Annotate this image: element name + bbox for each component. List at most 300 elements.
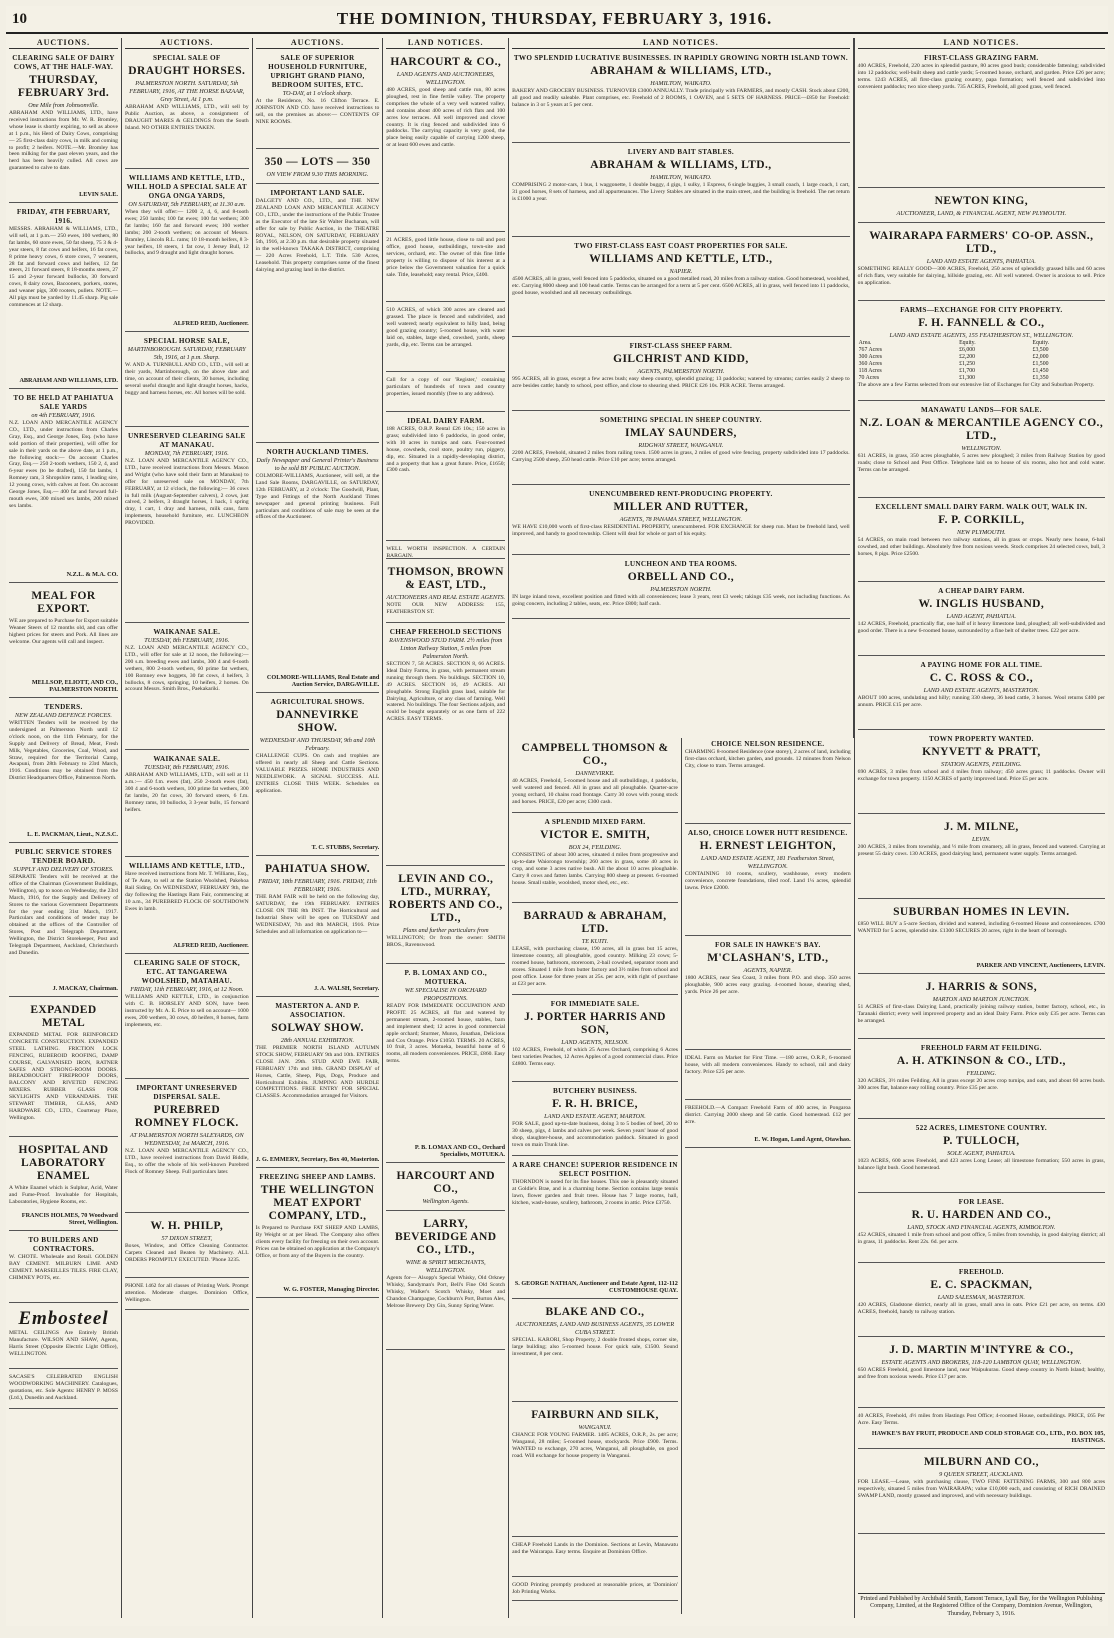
advertisement (386, 305, 505, 372)
ad-subheading: SUPPLY AND DELIVERY OF STORES. (13, 866, 114, 873)
ad-body-text: THE RAM FAIR will be held on the following day, SATURDAY, the 19th FEBRUARY. ENTRIES CLOSE ON THE 8th INST. The Horticultural and Industrial Show will be open on TUESDAY and WEDNESDAY, 7th and 8th MARCH, 1916. Prize Schedules and all information on application to— (255, 894, 380, 935)
ad-heading: IMPORTANT LAND SALE. (270, 189, 365, 197)
advertisement (256, 1171, 380, 1298)
ad-heading: IMPORTANT UNRESERVED DISPERSAL SALE. (136, 1084, 238, 1101)
ad-logo: Embosteel (18, 1308, 109, 1329)
advertisement (858, 1042, 1105, 1119)
ad-display-line: J. D. MARTIN M'INTYRE & CO., (889, 1344, 1074, 1356)
ad-body-text: SEPARATE Tenders will be received at the office of the Chairman (Government Buildings, Wellington), up to noon on Wednesday, the 23rd March, 1916, for the Supply and Delivery of Stores to the various Government Departments for the year ending 31st March, 1917. Particulars and conditions of tender may be obtained at the offices of the Controller of Stores, Post and Telegraph Department, Wellington, the District Storekeeper, Post and Telegraph Department, Auckland, Christchurch and Dunedin. (9, 874, 118, 956)
ad-signature: ABRAHAM AND WILLIAMS, LTD. (19, 377, 118, 384)
ad-signature: FRANCIS HOLMES, 70 Woodward Street, Wellington. (21, 1212, 118, 1226)
ad-body-text: 690 ACRES, 3 miles from school and 4 miles from railway; 450 acres grass; 11 paddocks. Owner will exchange for town property. 1150 ACRES of partly improved land. Price £5 per acre. (857, 769, 1106, 782)
ad-signature: J. A. WALSH, Secretary. (314, 985, 380, 992)
advertisement (858, 1266, 1105, 1337)
ad-heading: WILLIAMS AND KETTLE, LTD., (128, 862, 245, 870)
table-cell: Area. (858, 340, 872, 346)
table-cell: £2,000 (1032, 354, 1049, 360)
ad-heading: FARMS—EXCHANGE FOR CITY PROPERTY. (900, 306, 1063, 314)
ad-subheading: LAND, STOCK AND FINANCIAL AGENTS, KIMBOLTON. (907, 1224, 1056, 1231)
ad-subheading: AUCTIONEERS, LAND AND BUSINESS AGENTS, 35 LOWER CUBA STREET. (515, 1321, 675, 1336)
ad-heading: UNRESERVED CLEARING SALE AT MANAKAU. (128, 432, 246, 449)
ad-display-line: DRAUGHT HORSES. (128, 65, 246, 77)
ad-body-text: £850 WILL BUY a 5-acre Section, divided and watered, including 6-roomed House and conveniences. £700 WANTED for 5 acres, splendid site. £1300 SECURES 20 acres, right in the heart of borough. (857, 921, 1106, 934)
ad-subheading: BOX 24, FEILDING. (568, 844, 622, 851)
ad-display-line: M'CLASHAN'S, LTD., (707, 952, 829, 964)
advertisement (858, 191, 1105, 223)
table-header-row (858, 340, 1105, 347)
ad-display-line: HARCOURT & CO., (390, 56, 502, 68)
advertisement (125, 1082, 249, 1213)
ad-heading: CLEARING SALE OF DAIRY COWS, AT THE HALF-WAY. (12, 54, 115, 71)
ad-display-line: J. PORTER HARRIS AND SON, (524, 1011, 666, 1036)
ad-subheading: DANNEVIRKE. (575, 770, 615, 777)
advertisement (512, 1580, 678, 1601)
advertisement (9, 1000, 118, 1137)
ad-subheading: WANGANUI. (578, 1424, 612, 1431)
ad-heading: A CHEAP DAIRY FARM. (938, 587, 1025, 595)
advertisement (9, 586, 118, 698)
ad-subheading: TUESDAY, 8th FEBRUARY, 1916. (144, 637, 230, 644)
ad-heading: SALE OF SUPERIOR HOUSEHOLD FURNITURE, UPRIGHT GRAND PIANO, BEDROOM SUITES, ETC. (268, 54, 367, 89)
ad-display-line: J. M. MILNE, (943, 821, 1019, 833)
ad-display-line: SUBURBAN HOMES IN LEVIN. (893, 906, 1070, 918)
ad-body-text: CHEAP Freehold Lands in the Dominion. Sections at Levin, Manawatu and the Wairarapa. Easy terms. Enquire at Dominion Office. (512, 1542, 678, 1555)
advertisement (685, 738, 851, 824)
ad-subheading: 9 QUEEN STREET, AUCKLAND. (939, 1471, 1024, 1478)
ad-body-text: WELL WORTH INSPECTION. A CERTAIN BARGAIN. (386, 546, 506, 559)
ad-subheading: FRIDAY, 18th FEBRUARY, 1916. FRIDAY, 11th FEBRUARY, 1916. (258, 878, 377, 893)
ad-body-text: W. AND A. TURNBULL AND CO., LTD., will sell at their yards, Martinborough, on the above date and time, on account of their clients, 30 horses, including several useful draught and light draught horses, hacks, buggy and harness horses, etc. All horses will be sold. (124, 362, 249, 396)
ad-subheading: 57 DIXON STREET, (161, 1235, 213, 1242)
ad-subheading: AGENTS, 78 PANAMA STREET, WELLINGTON. (619, 516, 743, 523)
advertisement (125, 430, 249, 623)
table-cell: £3,500 (1032, 347, 1049, 353)
ad-body-text: WELLINGTON; Or from the owner: SMITH BROS., Ravenswood. (386, 935, 506, 948)
ad-body-text: Agents for— Alsopp's Special Whisky, Old Orkney Whisky, Sandyman's Port, Bell's Fine Old Scotch Whisky, Walker's Scotch Whisky, Moet and Chandon Champagne, Cockburn's Port, Burton Ales, Melrose Brewery Dry Gin, Sunny Spring Water. (386, 1275, 506, 1309)
ad-display-line: BARRAUD & ABRAHAM, LTD. (523, 910, 667, 935)
ad-body-text: EXPANDED METAL FOR REINFORCED CONCRETE CONSTRUCTION. EXPANDED STEEL LATHING. FRICTION LOCK FENCING, RUBEROID ROOFING, DAMP COURSE, GALVANISED IRON, RATNER SAFES AND STRONG-ROOM DOORS. BREADBOUGHT FIREPROOF DOORS, BALCONY AND RIVETED FENCING MIXERS. RUBBER GLASS FOR SKYLIGHTS AND VERANDAHS. THE STEWART TIMBER, GLASS, AND HARDWARE CO., LTD., Courtenay Place, Wellington. (9, 1032, 118, 1121)
ad-signature: S. GEORGE NATHAN, Auctioneer and Estate Agent, 112-112 CUSTOMHOUSE QUAY. (514, 1280, 678, 1294)
ad-display-line: ORBELL AND CO., (627, 571, 735, 583)
ad-body-text: LEASE, with purchasing clause, 190 acres, all in grass but 15 acres, limestone country, all ploughable, good country. Milking 23 cows; 5-roomed house, bathroom, storeroom, 2-bail cowshed, separator room and stores. Situated 1 mile from butter factory and 3½ miles from school and post office. Lease for three years at 25s. per acre, with right of purchase at £23 per acre. (512, 946, 678, 987)
table-cell: Equity. (1032, 340, 1050, 346)
advertisement (256, 187, 380, 443)
ad-display-line: A. H. ATKINSON & CO., LTD., (896, 1055, 1066, 1067)
advertisement (125, 335, 249, 427)
ad-display-line: C. C. ROSS & CO., (929, 672, 1033, 684)
ad-display-line: MILLER AND RUTTER, (613, 501, 749, 513)
ad-subheading: AGENTS, PALMERSTON NORTH. (637, 368, 725, 375)
ad-subheading: AUCTIONEERS AND REAL ESTATE AGENTS. (386, 594, 506, 601)
advertisement (512, 146, 850, 237)
ad-subheading: on 4th FEBRUARY, 1916. (31, 412, 96, 419)
advertisement (125, 52, 249, 169)
ad-body-text: MESSRS. ABRAHAM & WILLIAMS, LTD., will sell, at 1 p.m.— 250 ewes, 100 wethers, 80 fat lambs, 60 store ewes, 50 fat sheep, 75 3 & 4-year steers, 8 fat cows and heifers, 16 fat cows, 8 prime heavy cows, 6 store cows, 7 weaners, 28 fat and forward cows and heifers, 12 fat steers, 21 forward steers, 8 18-months steers, 27 15 and 2-year forward bullocks, 30 forward cows, 8 dairy cows, Bacooners, porkers, stores, and weaner pigs, 300 rooters, pullets. NOTE.—All pigs must be yarded by 11.45 sharp. Pig sale commences at 12 sharp. (9, 226, 118, 308)
advertisement (9, 846, 118, 997)
ad-body-text: N.Z. LOAN AND MERCANTILE AGENCY CO., LTD., have received instructions from Messrs. Mason and Wright (who have sold their farm at Manakau) to offer for unreserved sale on MONDAY, 7th FEBRUARY, at 12 o'clock, the following:— 36 cows in full milk (August-September calvers), 2 cows, just calved, 2 heifers, 3 draught horses, 1 hack, 1 spring dray, 1 cart, 1 dray and harness, milk cans, farm implements, household furniture, etc. LUNCHEON PROVIDED. (124, 458, 249, 527)
table-cell: Equity. (959, 340, 976, 346)
ad-display-line: DANNEVIRKE SHOW. (276, 709, 359, 734)
ad-body-text: Boxes, Window, and Office Cleaning Contractor. Carpets Cleaned and Beaten by Machinery. ALL ORDERS PROMPTLY EXECUTED. 'Phone 3235. (124, 1243, 249, 1263)
ad-body-text: IDEAL Farm on Market for First Time. —180 acres, O.R.P., 6-roomed house, with all modern conveniences. Handy to school, rail and dairy factory. Price £25 per acre. (684, 1055, 851, 1075)
advertisement (386, 52, 505, 232)
ad-body-text: 320 ACRES, 3½ miles Feilding. All in grass except 20 acres crop turnips, and oats, and about 60 acres bush. 300 acres flat, balance easy rolling country. Price £35 per acre. (857, 1078, 1106, 1091)
ad-subheading: LAND AGENTS, NELSON. (561, 1039, 629, 1046)
ad-display-line: WAIRARAPA FARMERS' CO-OP. ASSN., LTD., (869, 230, 1094, 255)
column-4 (383, 38, 509, 1618)
ad-subheading: HAMILTON, WAIKATO. (650, 80, 712, 87)
ad-heading: AGRICULTURAL SHOWS. (270, 698, 365, 706)
ad-body-text: N.Z. LOAN AND MERCANTILE AGENCY CO., LTD., will offer for sale at 12 noon, the following:— 200 s.m. breeding ewes and lambs, 300 4 and 6-tooth wethers, 800 2-tooth wethers, 60 prime fat wethers, 100 Romney ewe hoggets, 30 fat cows, 4 heifers, 3 bullocks, 8 cows, springing, 10 heifers, 2 horses. On account Messrs. Smith Bros., Paekakariki. (124, 645, 249, 693)
advertisement (9, 1372, 118, 1409)
ad-subheading: FRIDAY, 11th FEBRUARY, 1916, at 12 Noon. (130, 986, 244, 993)
table-cell: £1,500 (1032, 361, 1049, 367)
advertisement (858, 902, 1105, 974)
ad-signature: E. W. Hogan, Land Agent, Otawhao. (754, 1136, 851, 1143)
ad-heading: TWO SPLENDID LUCRATIVE BUSINESSES. IN RAPIDLY GROWING NORTH ISLAND TOWN. (513, 54, 848, 62)
ad-heading: A RARE CHANCE! SUPERIOR RESIDENCE IN SELECT POSITION. (512, 1161, 678, 1178)
ad-signature: T. C. STUBBS, Secretary. (311, 844, 380, 851)
ad-heading: EXCELLENT SMALL DAIRY FARM. WALK OUT, WALK IN. (875, 503, 1088, 511)
ad-signature: LEVIN SALE. (79, 191, 118, 198)
ad-body-text: CHALLENGE CUPS. On cash and trophies are offered in nearly all Sheep and Cattle Sections. VALUABLE PRIZES. HOME INDUSTRIES AND NEEDLEWORK. A SIGNAL SUCCESS. ALL ENTRIES CLOSE THIS WEEK. Schedules on application. (255, 753, 380, 794)
advertisement (858, 304, 1105, 401)
ad-body-text: 40 ACRES, Freehold, 5-roomed house and all outbuildings, 4 paddocks, well watered and fenced. All in grass and all ploughable. Quarter-acre young orchard, 10 chains road frontage. Carry 30 cows with young stock and horses. PRICE, £20 per acre; £300 cash. (512, 778, 678, 805)
ad-body-text: CHARMING 8-roomed Residence (one storey), 2 acres of land, including first-class orchard, kitchen garden, and grounds. 12 minutes from Nelson City, close to tram. Terms arranged. (684, 749, 851, 769)
table-cell: 360 Acres (858, 361, 882, 367)
ad-body-text: CHANCE FOR YOUNG FARMER. 1485 ACRES, O.R.P., 2s. per acre; Wanganui, 28 miles; 5-roomed house, stockyards. Price £900. Terms. WANTED to exchange, 270 acres, Wanganui, all ploughable, on good road. Will exchange for house property in Wanganui. (512, 1432, 678, 1459)
ad-signature: MELLSOP, ELIOTT, AND CO., PALMERSTON NORTH. (31, 679, 118, 693)
table-cell: 300 Acres (858, 354, 882, 360)
ad-body-text: N.Z. LOAN AND MERCANTILE AGENCY CO., LTD., have received instructions from David Biddle, Esq., to offer the whole of his well-known Purebred Flock of Romney Sheep. Full particulars later. (124, 1148, 249, 1175)
column-heading: AUCTIONS. (9, 38, 118, 49)
ad-body-text: GOOD Printing promptly produced at reasonable prices, at 'Dominion' Job Printing Works. (512, 1582, 678, 1595)
advertisement (9, 52, 118, 203)
table-row (858, 347, 1105, 354)
ad-display-line: LARRY, BEVERIDGE AND CO., LTD., (395, 1218, 497, 1256)
ad-body-text: 420 ACRES, Gladstone district, nearly all in grass, small area in oats. Price £21 per acre, on terms. 430 ACRES, freehold, handy to railway station. (857, 1302, 1106, 1315)
column-heading: AUCTIONS. (256, 38, 380, 49)
ad-heading: BUTCHERY BUSINESS. (553, 1087, 637, 1095)
ad-display-line: THOMSON, BROWN & EAST, LTD., (387, 566, 504, 591)
ad-body-text: 631 ACRES, in grass, 350 acres ploughable, 5 acres new ploughed; 3 miles from Railway Station by good roads; close to School and Post Office. Telephone laid on to house of six rooms, also hot and cold water. Terms can be arranged. (857, 453, 1106, 473)
advertisement (858, 1340, 1105, 1408)
ad-body-text: 400 ACRES, Freehold, 220 acres in splendid pasture, 80 acres good bush; considerable fattening; subdivided into 12 paddocks; well-built sheep and cattle yards; 5-roomed house, orchard, and garden. Price £26 per acre; terms. 1243 ACRES, all first-class grazing country, papa formation; well fenced and subdivided into convenient paddocks; two nice sheep yards. 735 ACRES, Freehold, all good grass, well fenced. (857, 63, 1106, 90)
ad-body-text: SPECIAL. KARORI, Shop Property, 2 double fronted shops, corner site, large building; also 5-roomed house. For quick sale, £1500. Sound investment, 8 per cent. (512, 1337, 678, 1357)
ad-subheading: MARTON AND MARTON JUNCTION. (932, 996, 1030, 1003)
ad-subheading: ESTATE AGENTS AND BROKERS, 118-120 LAMBTON QUAY, WELLINGTON. (881, 1359, 1082, 1366)
advertisement (125, 753, 249, 857)
advertisement (9, 392, 118, 583)
ad-body-text: Have received instructions from Mr. T. Williams, Esq., of Te Aute, to sell at the Station Woolshed, Pakehoa Rail Siding. On WEDNESDAY, FEBRUARY 9th, the day following the Hastings Ram Fair, commencing at 10 a.m., 34 PUREBRED FLOCK OF SOUTHDOWN Ewes in lamb. (124, 871, 249, 912)
ad-heading: WILLIAMS AND KETTLE, LTD., WILL HOLD A SPECIAL SALE AT ONGA ONGA YARDS, (126, 174, 247, 200)
advertisement (125, 172, 249, 332)
ad-subheading: ON SATURDAY, 5th FEBRUARY, at 11.30 a.m. (128, 201, 246, 208)
ad-subheading: LAND AGENT, PAHIATUA. (946, 613, 1017, 620)
ad-display-line: VICTOR E. SMITH, (540, 829, 650, 841)
ad-body-text: THORNDON is noted for its fine houses. This one is pleasantly situated at Goldie's Brae, and is a charming home. Section contains large tennis lawn, flower garden and fruit trees. House has 7 large rooms, hall, kitchen, wash-house, scullery, bathroom, 2 rooms in attic. Price £3750. (512, 1179, 678, 1206)
ad-heading: UNENCUMBERED RENT-PRODUCING PROPERTY. (589, 490, 773, 498)
ad-heading: A PAYING HOME FOR ALL TIME. (920, 661, 1043, 669)
ad-display-line: H. ERNEST LEIGHTON, (699, 840, 836, 852)
advertisement (9, 1306, 118, 1369)
advertisement (512, 240, 850, 337)
ad-subheading: WEDNESDAY AND THURSDAY, 9th and 10th February. (259, 737, 376, 752)
ad-heading: TO BUILDERS AND CONTRACTORS. (28, 1236, 99, 1253)
ad-body-text: 142 ACRES, Freehold, practically flat, one half of it heavy limestone land, ploughed; all well-subdivided and good order. There is a new 6-roomed house, surrounded by a fine belt of shelter trees. £22 per acre. (857, 621, 1106, 634)
ad-display-line: E. C. SPACKMAN, (930, 1279, 1033, 1291)
advertisement (512, 52, 850, 143)
advertisement (858, 501, 1105, 582)
ad-body-text: A White Enamel which is Sulphur, Acid, Water and Fume-Proof. Invaluable for Hospitals, Laboratories, Hygiene Rooms, etc. (9, 1185, 118, 1205)
ad-display-line: F. R. H. BRICE, (552, 1098, 638, 1110)
advertisement (858, 585, 1105, 656)
ad-body-text: 650 ACRES Freehold, good limestone land, near Waipukurau. Good sheep country in North Island; healthy, and free from noxious weeds. Price £17 per acre. (857, 1367, 1106, 1380)
ad-display-line: J. HARRIS & SONS, (925, 981, 1037, 993)
ad-subheading: RAVENSWOOD STUD FARM. 2½ miles from Linton Railway Station, 5 miles from Palmerston North. (389, 637, 503, 660)
advertisement (512, 738, 678, 813)
advertisement (858, 1411, 1105, 1449)
advertisement (125, 860, 249, 954)
ad-subheading: Plans and further particulars from (402, 927, 489, 934)
imprint-footer: Printed and Published by Archibald Smith, Eamont Terrace, Lyall Bay, for the Wellington Publishing Company, Limited, at the Registered Office of the Company, Dominion Avenue, Wellington, Thursday, February 3, 1916. (858, 1593, 1105, 1619)
ad-subheading: 28th ANNUAL EXHIBITION. (280, 1037, 355, 1044)
advertisement (858, 404, 1105, 498)
ad-heading: PUBLIC SERVICE STORES TENDER BOARD. (14, 848, 112, 865)
ad-subheading: FEILDING. (966, 1070, 997, 1077)
table-cell: 767 Acres (858, 347, 882, 353)
columns-area (6, 34, 1108, 1618)
ad-body-text: READY FOR IMMEDIATE OCCUPATION AND PROFIT. 25 ACRES, all flat and watered by permanent stream, 2-roomed house, stables, barn and implement shed; 12 acres in good commercial apple orchard; Sturmer, Munro, Jonathan, Delicious and Cox Orange. Price £1050. TERMS. 20 ACRES, 10 fruit, 3 acres. Motueka, beautiful home of 6 rooms, all modern conveniences. PRICE, £860. Easy terms. (386, 1003, 506, 1065)
newspaper-page (6, 6, 1108, 1626)
advertisement (512, 414, 850, 485)
advertisement (386, 375, 505, 412)
ad-body-text: 54 ACRES, on main road between two railway stations, all in grass or crops. Nearly new house, 6-bail cowshed, and other buildings. Absolutely free from noxious weeds. Stock comprises 24 selected cows, bull, 3 horses, 8 pigs. Price £2500. (857, 537, 1106, 557)
advertisement (9, 206, 118, 389)
advertisement (386, 415, 505, 541)
advertisement (685, 1103, 851, 1148)
advertisement (256, 1000, 380, 1168)
column-wide (509, 38, 855, 1618)
ad-display-line: LEVIN AND CO., LTD., MURRAY, ROBERTS AND CO., LTD., (388, 873, 503, 924)
ad-subheading: HAMILTON, WAIKATO. (650, 174, 712, 181)
ad-signature: J. MACKAY, Chairman. (52, 985, 118, 992)
ad-body-text: THE PREMIER NORTH ISLAND AUTUMN STOCK SHOW, FEBRUARY 9th and 10th. ENTRIES CLOSE JAN. 29th. STUD AND EWE FAIR, FEBRUARY 17th and 18th. GRAND DISPLAY of Horses, Cattle, Sheep, Pigs, Dogs, Produce and Horticultural Exhibits. JUMPING AND HURDLE COMPETITIONS. FREE ENTRY FOR SPECIAL CLASSES. Accommodation arranged for Visitors. (255, 1045, 380, 1100)
table-row (858, 361, 1105, 368)
advertisement (512, 488, 850, 555)
ad-heading: TO BE HELD AT PAHIATUA SALE YARDS (13, 394, 114, 411)
ad-body-text: ABRAHAM AND WILLIAMS, LTD., will sell by Public Auction, as above, a consignment of DRAUGHT MARES & GELDINGS from the South Island. NO OTHER ENTRIES TAKEN. (124, 104, 249, 131)
advertisement (858, 1452, 1105, 1534)
ad-display-line: GILCHRIST AND KIDD, (613, 353, 749, 365)
table-row (858, 375, 1105, 382)
table-cell: £2,200 (959, 354, 976, 360)
advertisement (256, 152, 380, 184)
ad-heading: TWO FIRST-CLASS EAST COAST PROPERTIES FOR SALE. (574, 242, 788, 250)
ad-body-text: ABRAHAM AND WILLIAMS, LTD., have received instructions from Mr. W. R. Bromley, whose lease is shortly expiring, to sell as above at 1 p.m., his Herd of Dairy Cows, comprising— 25 first-class dairy cows, in milk and coming to profit; 2 heifers. NOTE.—Mr. Bromley has been milking for the past eleven years, and the herd has been heavily culled. All cows are guaranteed to calve to date. (9, 110, 118, 172)
ad-signature: L. E. PACKMAN, Lieut., N.Z.S.C. (27, 831, 118, 838)
advertisement (858, 817, 1105, 899)
ad-subheading: LAND AND ESTATE AGENT, 181 Featherston Street, WELLINGTON. (701, 855, 835, 870)
advertisement (256, 859, 380, 997)
table-cell: 70 Acres (858, 375, 880, 381)
ad-display-line: MILBURN AND CO., (923, 1456, 1039, 1468)
ad-subheading: Wellington Agents. (422, 1198, 469, 1205)
ad-display-line: F. H. FANNELL & CO., (918, 317, 1045, 329)
advertisement (386, 235, 505, 302)
ad-subheading: One Mile from Johnsonville. (28, 102, 99, 109)
ad-body-text: WRITTEN Tenders will be received by the undersigned at Palmerston North until 12 o'clock noon, on the 11th February, for the Supply and Delivery of Bread, Meat, Fresh Milk, Vegetables, Groceries, Coal, Wood, and Straw, required for the Territorial Camp, Awapuni, from 28th February to 23rd March, 1916. Conditions may be obtained from the District Headquarters Office, Palmerston North. (9, 720, 118, 782)
advertisement (858, 659, 1105, 730)
ad-heading: FIRST-CLASS SHEEP FARM. (629, 342, 733, 350)
ad-body-text: COMPRISING 2 motor-cars, 1 bus, 1 waggonette, 1 double buggy, 4 gigs, 1 sulky, 1 Express, 6 single buggies, 3 small coach, 1 large coach, 1 cart, 31 good horses, 8 sets of harness, and all appurtenances. The Livery Stables are situated in the main street, and the building is freehold. The net return is £1000 a year. (512, 182, 850, 202)
ad-body-text: At the Residence, No. 16 Clifton Terrace. E. JOHNSTON AND CO. have received instructions to sell, on the premises as above:— CONTENTS OF NINE ROOMS. (255, 98, 380, 125)
ad-subheading: NAPIER. (669, 268, 693, 275)
ad-heading: LUNCHEON AND TEA ROOMS. (624, 560, 737, 568)
ad-display-line: EXPANDED METAL (30, 1004, 97, 1029)
ad-heading: FREEZING SHEEP AND LAMBS. (259, 1173, 376, 1181)
ad-subheading: PALMERSTON NORTH. (650, 586, 712, 593)
ad-body-text: 21 ACRES, good little house, close to rail and post office, good house, outbuildings, town-site and services, orchard, etc. The owner of this fine little property is willing to dispose of his interest at a price below the Government valuation for a quick sale. Title, leasehold; easy rental. Price, £400. (386, 237, 506, 278)
ad-subheading: MARTINBOROUGH. SATURDAY, FEBRUARY 5th, 1916, at 1 p.m. Sharp. (127, 346, 246, 361)
ad-heading: 522 ACRES, LIMESTONE COUNTRY. (915, 1124, 1047, 1132)
ad-subheading: PALMERSTON NORTH. SATURDAY, 5th FEBRUARY, 1916, AT THE HORSE BAZAAR, Grey Street, At 1 p.m. (129, 80, 245, 103)
ad-subheading: Daily Newspaper and General Printer's Business to be sold BY PUBLIC AUCTION. (256, 457, 379, 472)
ad-heading: MANAWATU LANDS—FOR SALE. (920, 406, 1042, 414)
ad-signature: N.Z.L. & M.A. CO. (66, 571, 118, 578)
ad-subheading: STATION AGENTS, FEILDING. (941, 761, 1022, 768)
ad-subheading: LAND SALESMAN, MASTERTON. (937, 1294, 1025, 1301)
ad-signature: W. G. FOSTER, Managing Director. (283, 1286, 380, 1293)
ad-display-line: PUREBRED ROMNEY FLOCK. (134, 1104, 239, 1129)
ad-body-text: 452 ACRES, situated 1 mile from school and post office, 5 miles from township, in good dairying district; all in grass, 11 paddocks. Rent 22s. 6d. per acre. (857, 1232, 1106, 1245)
table-row (858, 368, 1105, 375)
advertisement (386, 967, 505, 1163)
ad-subheading: NEW ZEALAND DEFENCE FORCES. (15, 712, 112, 719)
ad-heading: NORTH AUCKLAND TIMES. (266, 448, 369, 456)
ad-display-line: HARCOURT AND CO., (396, 1170, 495, 1195)
ad-body-text: CONSISTING of about 300 acres, situated 4 miles from progressive and up-to-date Waiorongo township; 260 acres in grass, some 40 acres in crop, and some 3 acres native bush. All the about 10 acres ploughable. Carry 8 cows and fatten lambs. Carrying 800 sheep at present. 6-roomed house. Small stable, woolshed, motor shed, etc., etc. (512, 852, 678, 886)
advertisement (125, 957, 249, 1079)
ad-subheading: WE SPECIALISE IN ORCHARD PROPOSITIONS. (404, 987, 487, 1002)
ad-subheading: SOLE AGENT, PAHIATUA. (947, 1150, 1016, 1157)
ad-subheading: LAND AND ESTATE AGENTS, 155 FEATHERSTON ST., WELLINGTON. (889, 332, 1074, 339)
ad-subheading: AGENTS, NAPIER. (743, 967, 793, 974)
advertisement (685, 827, 851, 936)
ad-heading: CLEARING SALE OF STOCK, ETC. AT TANGAREWA WOOLSHED, MATAHAU. (133, 959, 240, 985)
ad-heading: FREEHOLD. (958, 1268, 1004, 1276)
advertisement (125, 1216, 249, 1278)
ad-display-line: MEAL FOR EXPORT. (31, 590, 96, 615)
ad-heading: SPECIAL HORSE SALE, (143, 337, 230, 345)
ad-body-text: 995 ACRES, all in grass, except a few acres bush; easy sheep country, splendid grazing; 13 paddocks; watered by streams; carries easily 2 sheep to acre besides cattle; handy to school, post office, and close to shearing shed. PRICE £26 10s. PER ACRE. Terms arranged. (512, 376, 850, 389)
ad-body-text: 40 ACRES, Freehold, 4½ miles from Hastings Post Office; 4-roomed House, outbuildings. PRICE, £65 Per Acre. Easy Terms. (857, 1413, 1106, 1426)
advertisement (512, 1085, 678, 1156)
page-title: THE DOMINION, THURSDAY, FEBRUARY 3, 1916. (336, 9, 773, 28)
ad-signature: HAWKE'S BAY FRUIT, PRODUCE AND COLD STORAGE CO., LTD., P.O. BOX 105, HASTINGS. (871, 1430, 1106, 1444)
ad-body-text: W. CHOTE. Wholesale and Retail. GOLDEN BAY CEMENT. MILBURN LIME AND CEMENT. MARSEILLES TILES. FIRE CLAY, CHIMNEY POTS, etc. (9, 1254, 118, 1281)
column-5 (509, 738, 682, 1614)
ad-display-line: CAMPBELL THOMSON & CO., (521, 742, 669, 767)
ad-body-text: 102 ACRES, Freehold, of which 25 Acres Orchard, comprising 6 Acres best varieties Peaches, 12 Acres Apples of a good commercial class. Price £4800. Terms easy. (512, 1047, 678, 1067)
advertisement (512, 906, 678, 995)
ad-subheading: RIDGWAY STREET, WANGANUI. (638, 442, 724, 449)
advertisement (512, 1302, 678, 1402)
ad-body-text: N.Z. LOAN AND MERCANTILE AGENCY CO., LTD., under instructions from Charles Gray, Esq., and George Jones, Esq. (who have sold portion of their properties), will offer for sale in their yards on the above date, at 1 p.m., the following stock:— On account Charles Gray, Esq.— 250 2-tooth wethers, 150 2, 4, and 6-year ewes (to be drafted), 150 fat lambs, 1 Romney ram, 3 Shropshire rams, 1 leading sire, 12 young cows, with calves at foot. On account George Jones, Esq.— 400 fat and forward full-mouth ewes, 300 mixed sex lambs, 200 mixed sex lambs. (9, 420, 118, 509)
advertisement (685, 939, 851, 1050)
ad-body-text: PHONE 1462 for all classes of Printing Work. Prompt attention. Moderate charges. Dominion Office, Wellington. (124, 1283, 249, 1303)
ad-heading: TENDERS. (44, 703, 83, 711)
ad-subheading: NEW PLYMOUTH. (956, 529, 1006, 536)
ad-subheading: TUESDAY, 8th FEBRUARY, 1916. (144, 764, 230, 771)
ad-body-text: 51 ACRES of first-class Dairying Land, practically joining railway station, butter factory, school, etc., in Taranaki district; every well improved property and an ideal Dairy Farm. Price only £35 per acre. Terms can be arranged. (857, 1004, 1106, 1024)
ad-signature: P. B. LOMAX AND CO., Orchard Specialists, MOTUEKA. (414, 1144, 506, 1158)
wide-top-block (509, 38, 854, 738)
advertisement (386, 544, 505, 559)
ad-body-text: 2200 ACRES, Freehold, situated 2 miles from railing town. 1500 acres in grass, 2 miles of good wire fencing, property subdivided into 17 paddocks. Carrying 2500 sheep, 250 head cattle. Price £10 per acre; terms arranged. (512, 450, 850, 463)
advertisement (512, 340, 850, 411)
ad-subheading: AUCTIONEER, LAND, & FINANCIAL AGENT, NEW PLYMOUTH. (896, 210, 1067, 217)
advertisement (858, 52, 1105, 188)
ad-signature: J. G. EMMERY, Secretary, Box 40, Masterton. (255, 1156, 380, 1163)
masthead (6, 6, 1108, 34)
ad-body-text: ABOUT 100 acres, undulating and hilly; running 330 sheep, 36 head cattle, 3 horses. Wool returns £400 per annum. PRICE £15 per acre. (857, 695, 1106, 708)
ad-subheading: ON VIEW FROM 9.30 THIS MORNING. (266, 171, 369, 178)
ad-subheading: LEVIN. (971, 836, 991, 843)
ad-heading: P. B. LOMAX AND CO., MOTUEKA. (404, 969, 487, 986)
ad-subheading: LAND AND ESTATE AGENT, MARTON. (544, 1113, 646, 1120)
ad-heading: A SPLENDID MIXED FARM. (544, 818, 646, 826)
column-heading: AUCTIONS. (125, 38, 249, 49)
ad-body-text: BAKERY AND GROCERY BUSINESS. TURNOVER £3000 ANNUALLY. Trade principally with FARMERS, and mostly CASH. Stock about £200, all good and readily saleable. Plant comprises, etc. Freehold of 2 ROOMS, 1 OAVEN, and 5 SETS OF HARNESS. PRICE—£850 for Freehold: balance in 3 or 5 years at 5 per cent. (512, 88, 850, 108)
ad-subheading: WINE & SPIRIT MERCHANTS, WELLINGTON. (405, 1259, 486, 1274)
ad-display-line: KNYVETT & PRATT, (922, 746, 1041, 758)
column-right (855, 38, 1108, 1618)
table-cell: £1,700 (959, 368, 976, 374)
ad-heading: FOR SALE IN HAWKE'S BAY. (715, 941, 821, 949)
advertisement (386, 626, 505, 866)
ad-heading: MASTERTON A. AND P. ASSOCIATION. (275, 1002, 360, 1019)
ad-body-text: ABRAHAM AND WILLIAMS, LTD., will sell at 11 a.m.:— 450 f.m. ewes (fat), 250 2-tooth ewes (fat), 300 4 and 6-tooth wethers, 100 prime fat wethers, 300 fat lambs, 20 fat cows, 30 forward steers, 6 f.m. Romney rams, 10 bullocks, 3 3-year bulls, 15 forward heifers. (124, 772, 249, 813)
ad-heading: IDEAL DAIRY FARM. (407, 417, 485, 425)
ad-display-line: IMLAY SAUNDERS, (624, 427, 737, 439)
ad-display-line: P. TULLOCH, (943, 1135, 1020, 1147)
advertisement (9, 1140, 118, 1231)
table-cell: £1,350 (1032, 375, 1049, 381)
ad-heading: FOR IMMEDIATE SALE. (550, 1000, 640, 1008)
ad-display-line: ABRAHAM & WILLIAMS, LTD., (590, 159, 772, 171)
ad-subheading: MONDAY, 7th FEBRUARY, 1916. (144, 450, 229, 457)
ad-body-text: When they will offer:— 1200 2, 4, 6, and 8-tooth ewes; 250 lambs; 100 fat ewes; 100 fat wethers; 300 fat lambs; 160 fat and forward ewes; 100 wether lambs; 200 2-tooth wethers; on account of Messrs. Bramley, Lincoln R.L. rams; 10 18-month heifers, 8 3-year heifers, 18 steers, 1 fat cow, 1 Jersey Bull, 12 bullocks, and 9 draught and light draught horses. (124, 209, 249, 257)
ad-body-text: Call for a copy of our 'Register,' containing particulars of hundreds of town and country properties, issued monthly (free to any address). (386, 377, 506, 397)
advertisement (512, 816, 678, 903)
page-number: 10 (12, 10, 27, 27)
advertisement (512, 1405, 678, 1537)
ad-subheading: WELLINGTON. (961, 445, 1002, 452)
table-cell: £1,250 (959, 361, 976, 367)
table-cell: 118 Acres (858, 368, 882, 374)
wide-bottom-block (509, 738, 854, 1614)
ad-body-text: WE are prepared to Purchase for Export suitable Weaner Steers of 12 months old, and can offer highest prices for steers and Pork. All lines are welcome. Our agents will call and inspect. (9, 618, 118, 645)
ad-body-text: 510 ACRES, of which 300 acres are cleared and grassed. The place is fenced and subdivided, and well watered; nearly equivalent to hilly land, being good grazing country; 5-roomed house, with water laid on, stables, large shed, cowshed, yards, sheep yards, dip, etc. Terms can be arranged. (386, 307, 506, 348)
ad-body-text: WILLIAMS AND KETTLE, LTD., in conjunction with C. B. HORSLEY AND SON, have been instructed by Mr. A. E. Price to sell on account— 1000 ewes, 200 wethers, 30 cows, 40 heifers, 8 horses, farm implements, etc. (124, 994, 249, 1028)
ad-body-text: IN large inland town, excellent position and fitted with all conveniences; lease 3 years, rent £3 week; takings £35 week, not including functions. As going concern, including 2 tables, seats, etc. Price £800; half cash. (512, 594, 850, 607)
ad-display-line: PAHIATUA SHOW. (264, 863, 371, 875)
ad-body-text: CONTAINING 10 rooms, scullery, washhouse, every modern convenience, concrete foundations, tiled roof. Land 1¼ acres, splendid lawns. Price £2000. (684, 871, 851, 891)
ad-body-text: 4500 ACRES, all in grass, well fenced into 5 paddocks, situated on a good metalled road, 20 miles from a railway station. Good homestead, woolshed, etc. Carrying 8000 sheep and 100 head cattle. Terms can be arranged for a term at 5 per cent. 6500 ACRES, all in grass, well fenced into 11 paddocks, good house, woolshed and all necessary outbuildings. (512, 276, 850, 296)
advertisement (256, 446, 380, 693)
ad-heading: FOR LEASE. (958, 1198, 1004, 1206)
